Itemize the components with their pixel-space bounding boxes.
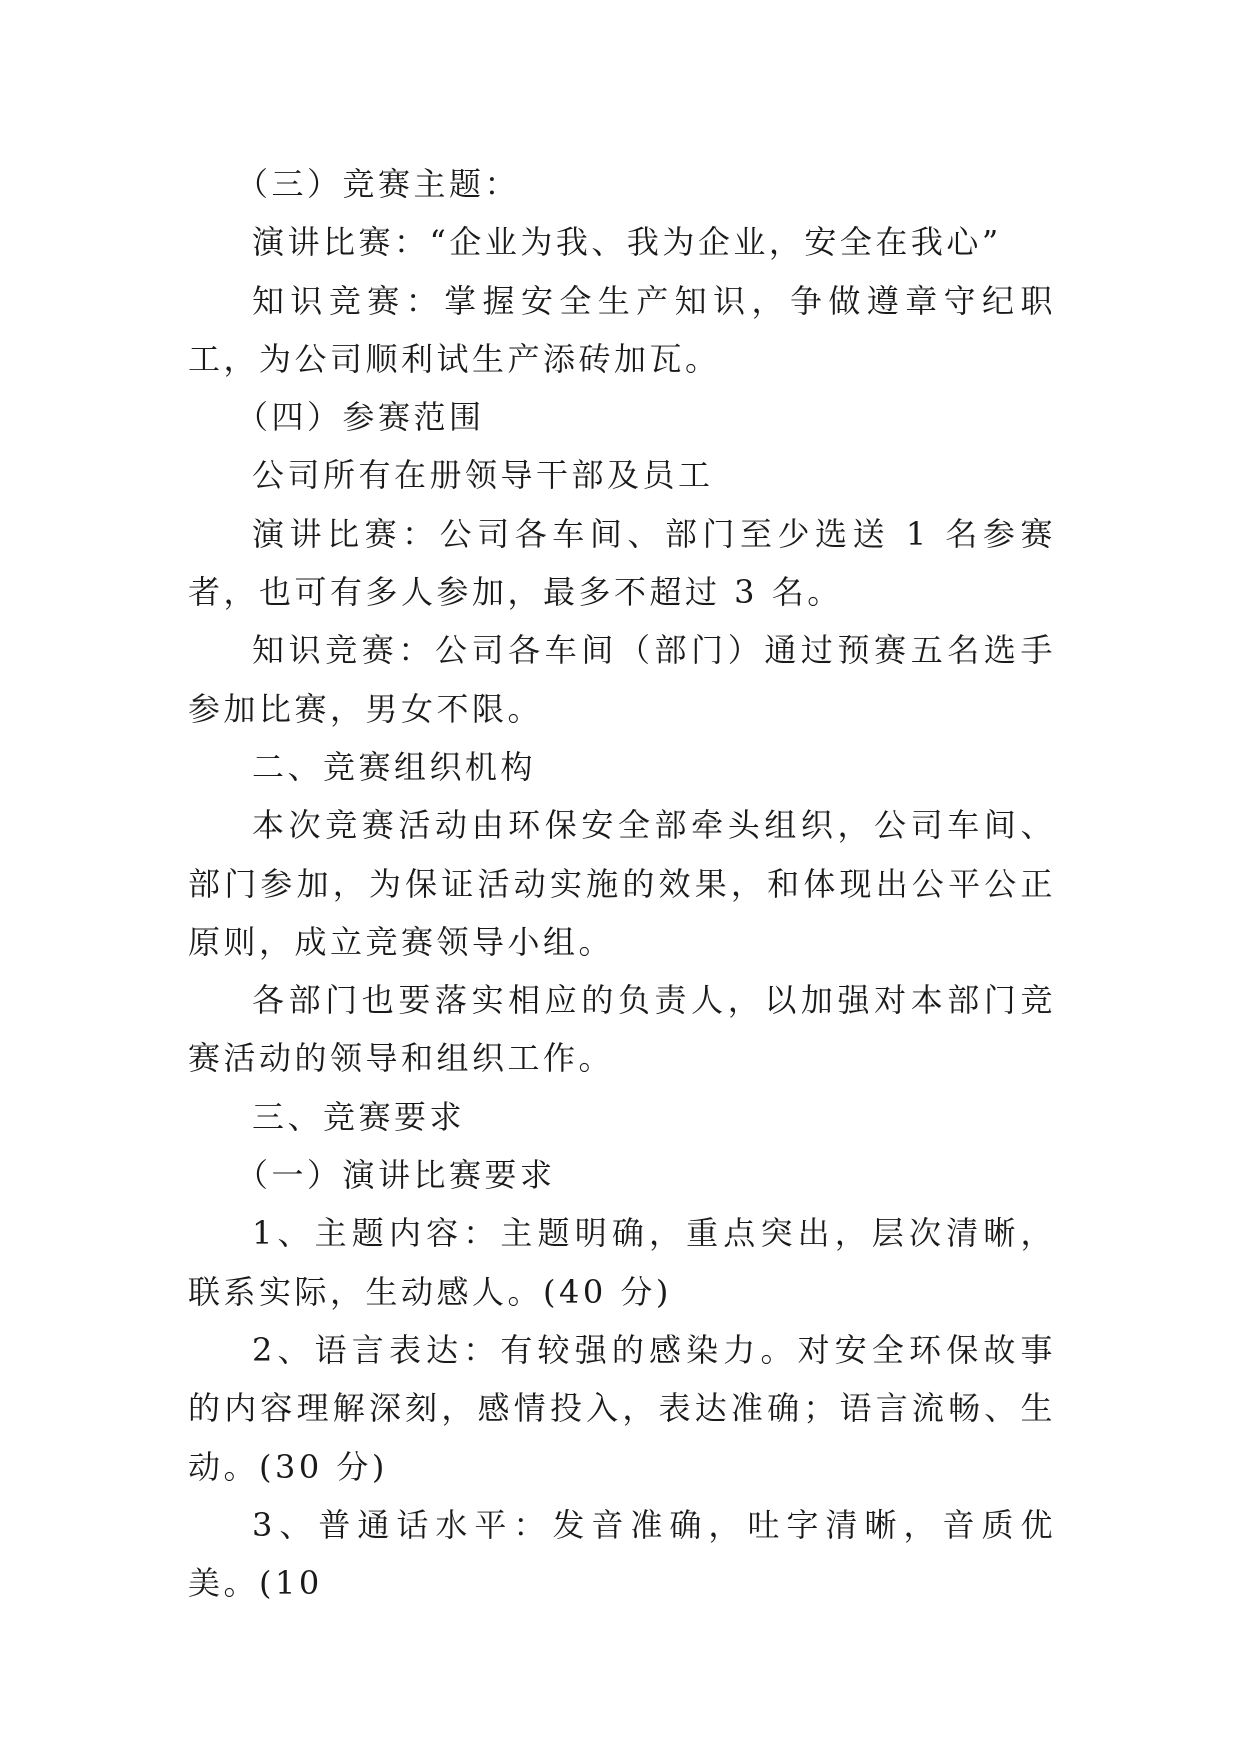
section-heading-requirements: 三、竞赛要求	[252, 1097, 466, 1136]
subsection-heading-speech-requirements: （一）演讲比赛要求	[236, 1156, 556, 1195]
section-heading-competition-theme: （三）竞赛主题：	[236, 165, 521, 203]
document-body	[188, 155, 1056, 1612]
paragraph-organization-body: 本次竞赛活动由环保安全部牵头组织，公司车间、部门参加，为保证活动实施的效果，和体现出公平公正原则，成立竞赛领导小组。	[188, 806, 1056, 961]
section-heading-organization: 二、竞赛组织机构	[252, 747, 537, 786]
paragraph-requirement-theme-content: 1、主题内容：主题明确，重点突出，层次清晰，联系实际，生动感人。(40 分)	[188, 1214, 1056, 1311]
paragraph-department-responsibility: 各部门也要落实相应的负责人，以加强对本部门竞赛活动的领导和组织工作。	[188, 981, 1056, 1078]
paragraph-knowledge-theme: 知识竞赛：掌握安全生产知识，争做遵章守纪职工，为公司顺利试生产添砖加瓦。	[188, 281, 1056, 378]
paragraph-all-staff: 公司所有在册领导干部及员工	[252, 456, 714, 495]
section-heading-participation-scope: （四）参赛范围	[236, 398, 485, 437]
paragraph-speech-participants: 演讲比赛：公司各车间、部门至少选送 1 名参赛者，也可有多人参加，最多不超过 3 名。	[188, 514, 1056, 612]
paragraph-requirement-mandarin: 3、普通话水平：发音准确，吐字清晰，音质优美。(10	[188, 1505, 1056, 1603]
paragraph-speech-theme: 演讲比赛：“企业为我、我为企业，安全在我心”	[252, 223, 1002, 262]
paragraph-knowledge-participants: 知识竞赛：公司各车间（部门）通过预赛五名选手参加比赛，男女不限。	[188, 631, 1056, 728]
paragraph-requirement-language: 2、语言表达：有较强的感染力。对安全环保故事的内容理解深刻，感情投入，表达准确；语言流畅、生动。(30 分)	[188, 1330, 1056, 1486]
